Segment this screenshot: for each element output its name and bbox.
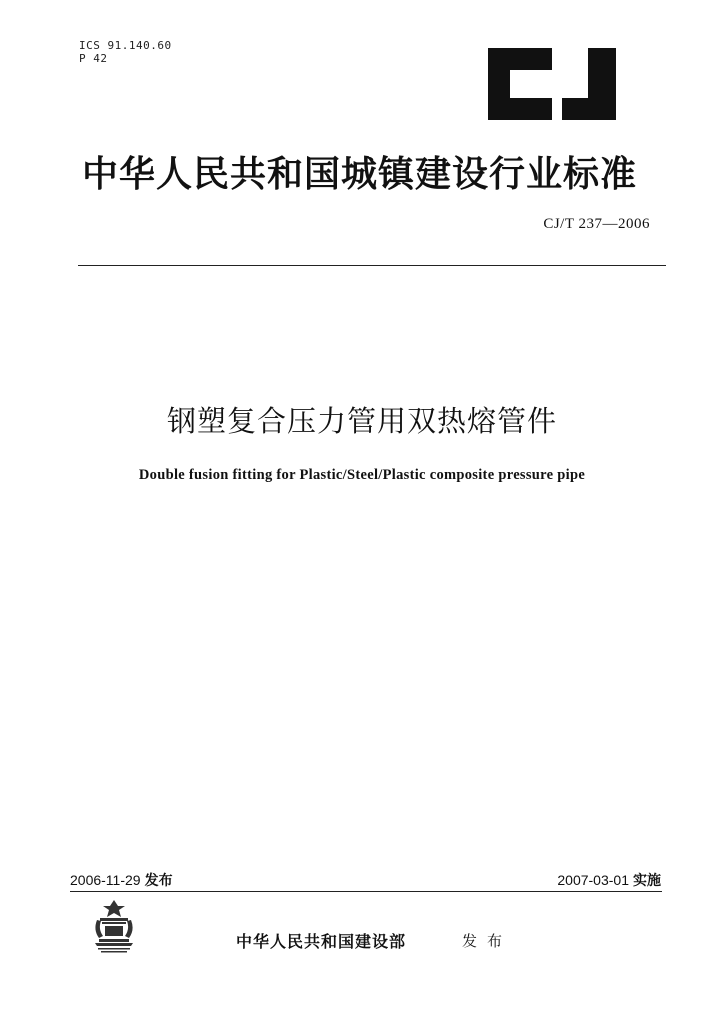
issuing-authority: 中华人民共和国建设部	[236, 932, 407, 951]
effective-label: 实施	[633, 873, 661, 889]
effective-date: 2007-03-01	[557, 872, 629, 888]
footer-divider	[70, 891, 662, 892]
issue-label: 发布	[462, 932, 513, 950]
classification-block	[79, 39, 172, 65]
header-divider	[78, 265, 666, 266]
document-title-english: Double fusion fitting for Plastic/Steel/Plastic composite pressure pipe	[138, 467, 586, 483]
cj-logo	[488, 48, 626, 120]
effective-date-block	[557, 870, 661, 890]
publish-label: 发布	[144, 873, 173, 889]
standard-code: CJ/T 237—2006	[543, 216, 650, 232]
publish-date: 2006-11-29	[70, 872, 141, 888]
ics-code: ICS 91.140.60	[79, 39, 172, 52]
ccs-code: P 42	[79, 52, 108, 65]
document-title-chinese: 钢塑复合压力管用双热熔管件	[166, 404, 557, 438]
ministry-emblem-icon	[87, 896, 141, 954]
publish-date-block	[70, 870, 173, 890]
standard-title: 中华人民共和国城镇建设行业标准	[82, 154, 638, 195]
